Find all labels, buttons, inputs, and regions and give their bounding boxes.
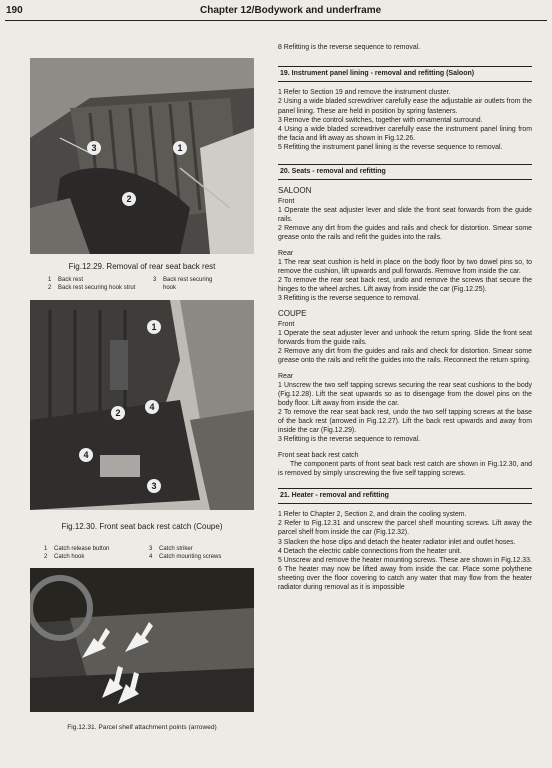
subheading-catch: Front seat back rest catch — [278, 451, 359, 459]
legend-num: 1 — [44, 546, 48, 552]
marker-4a: 4 — [79, 448, 93, 462]
paragraph: 2 To remove the rear seat back rest, undo and remove the screws that secure the hinges to the wheel arches. Lift away from inside the car (Fig.12.25). — [278, 277, 532, 294]
legend-num: 3 — [149, 546, 153, 552]
paragraph: 3 Refitting is the reverse sequence to removal. — [278, 295, 421, 303]
legend-text: Catch release button — [54, 546, 110, 552]
text-line: 8 Refitting is the reverse sequence to removal. — [278, 44, 421, 51]
paragraph: 3 Slacken the hose clips and detach the heater radiator inlet and outlet hoses. — [278, 538, 516, 546]
legend-num: 4 — [149, 553, 153, 560]
paragraph: 6 The heater may now be lifted away from inside the car. Place some polythene sheeting over the floor covering to catch any water that may flow from the heater radiator during removal as it is impossible — [278, 565, 532, 592]
paragraph: 1 Operate the seat adjuster lever and unhook the return spring. Slide the front seat forwards from the guide rails. — [278, 330, 532, 347]
legend-num: 2 — [44, 553, 48, 560]
paragraph: 3 Remove the control switches, together with ornamental surround. — [278, 116, 483, 124]
paragraph: 1 Refer to Chapter 2, Section 2, and drain the cooling system. — [278, 511, 467, 519]
legend-num: 1 — [48, 277, 52, 283]
marker-3: 3 — [87, 141, 101, 155]
legend-text: Catch mounting screws — [159, 553, 222, 560]
caption-text: Fig.12.30. Front seat back rest catch (Coupe) — [61, 522, 223, 531]
figure-12-30-photo — [30, 300, 254, 510]
subheading-front: Front — [278, 197, 295, 205]
paragraph: 4 Using a wide bladed screwdriver carefully ease the instrument panel lining from the facia and lift away as shown in Fig.12.26. — [278, 125, 532, 142]
subheading-coupe: COUPE — [278, 309, 307, 319]
marker-2: 2 — [111, 406, 125, 420]
paragraph: 5 Refitting the instrument panel lining is the reverse sequence to removal. — [278, 144, 503, 151]
figure-12-29-photo — [30, 58, 254, 254]
figure-12-30-legend — [44, 546, 254, 562]
seat-catch-photo-illustration — [30, 300, 254, 510]
paragraph: 3 Refitting is the reverse sequence to removal. — [278, 436, 421, 444]
caption-text: Fig.12.29. Removal of rear seat back rest — [68, 262, 216, 271]
legend-text: Catch hook — [54, 553, 85, 560]
paragraph: 1 Unscrew the two self tapping screws securing the rear seat cushions to the body (Fig.12.28). Lift the seat upwards so as to disengage from the dowel pins on the body floor. Lift away from inside the car. — [278, 381, 532, 408]
caption-text: Fig.12.31. Parcel shelf attachment points (arrowed) — [67, 724, 217, 731]
legend-text: Back rest securing — [163, 277, 213, 283]
figure-12-31-photo — [30, 568, 254, 712]
marker-2: 2 — [122, 192, 136, 206]
paragraph: 4 Detach the electric cable connections from the heater unit. — [278, 547, 462, 555]
paragraph: 1 The rear seat cushion is held in place on the body floor by two dowel pins so, to remove the cushion, lift upwards and pull forwards. Remove from inside the car. — [278, 258, 532, 275]
paragraph: The component parts of front seat back rest catch are shown in Fig.12.30, and is removed by simply unscrewing the five self tapping screws. — [278, 460, 532, 477]
marker-1: 1 — [173, 141, 187, 155]
legend-num: 2 — [48, 284, 52, 291]
figure-12-29-caption — [30, 262, 254, 272]
legend-num — [153, 285, 163, 293]
subheading-rear: Rear — [278, 372, 294, 380]
figure-12-31-caption — [30, 724, 254, 732]
header-rule — [5, 20, 547, 21]
parcel-shelf-photo-illustration — [30, 568, 254, 712]
paragraph: 2 Using a wide bladed screwdriver carefully ease the adjustable air outlets from the panel lining. These are held in position by spring fasteners. — [278, 98, 532, 115]
section-20-heading: 20. Seats - removal and refitting — [278, 164, 532, 180]
section-21-heading: 21. Heater - removal and refitting — [278, 488, 532, 504]
chapter-title: Chapter 12/Bodywork and underframe — [200, 5, 382, 16]
rear-seat-photo-illustration — [30, 58, 254, 254]
legend-num: 3 — [153, 277, 157, 283]
paragraph: 5 Unscrew and remove the heater mounting screws. These are shown in Fig.12.33. — [278, 556, 532, 564]
paragraph: 1 Operate the seat adjuster lever and slide the front seat forwards from the guide rails. — [278, 207, 532, 224]
text-column — [278, 43, 532, 592]
marker-3: 3 — [147, 479, 161, 493]
marker-1: 1 — [147, 320, 161, 334]
figure-12-29-legend — [48, 277, 258, 293]
page-header — [0, 0, 552, 22]
legend-text: hook — [163, 284, 177, 291]
subheading-rear: Rear — [278, 249, 294, 257]
paragraph: 2 To remove the rear seat back rest, undo the two self tapping screws at the base of the back rest (arrowed in Fig.12.27). Lift the back rest upwards and away from inside the car (Fig.12.29). — [278, 409, 532, 435]
marker-4b: 4 — [145, 400, 159, 414]
page-number: 190 — [6, 5, 23, 16]
legend-text: Back rest — [58, 277, 84, 283]
legend-text: Back rest securing hook strut — [58, 284, 136, 291]
section-19-heading: 19. Instrument panel lining - removal and refitting (Saloon) — [278, 66, 532, 82]
paragraph: 2 Remove any dirt from the guides and rails and check for distortion. Smear some grease onto the rails and refit the guides into the rails. Reconnect the return spring. — [278, 348, 532, 365]
legend-text: Catch striker — [159, 546, 193, 552]
subheading-front: Front — [278, 320, 295, 328]
paragraph: 2 Refer to Fig.12.31 and unscrew the parcel shelf mounting screws. Lift away the parcel shelf from inside the car (Fig.12.32). — [278, 520, 532, 537]
figure-12-30-caption — [30, 522, 254, 532]
paragraph: 2 Remove any dirt from the guides and rails and check for distortion. Smear some grease onto the rails and refit the guides into the rails. — [278, 225, 532, 242]
subheading-saloon: SALOON — [278, 186, 312, 196]
paragraph: 1 Refer to Section 19 and remove the instrument cluster. — [278, 89, 451, 97]
